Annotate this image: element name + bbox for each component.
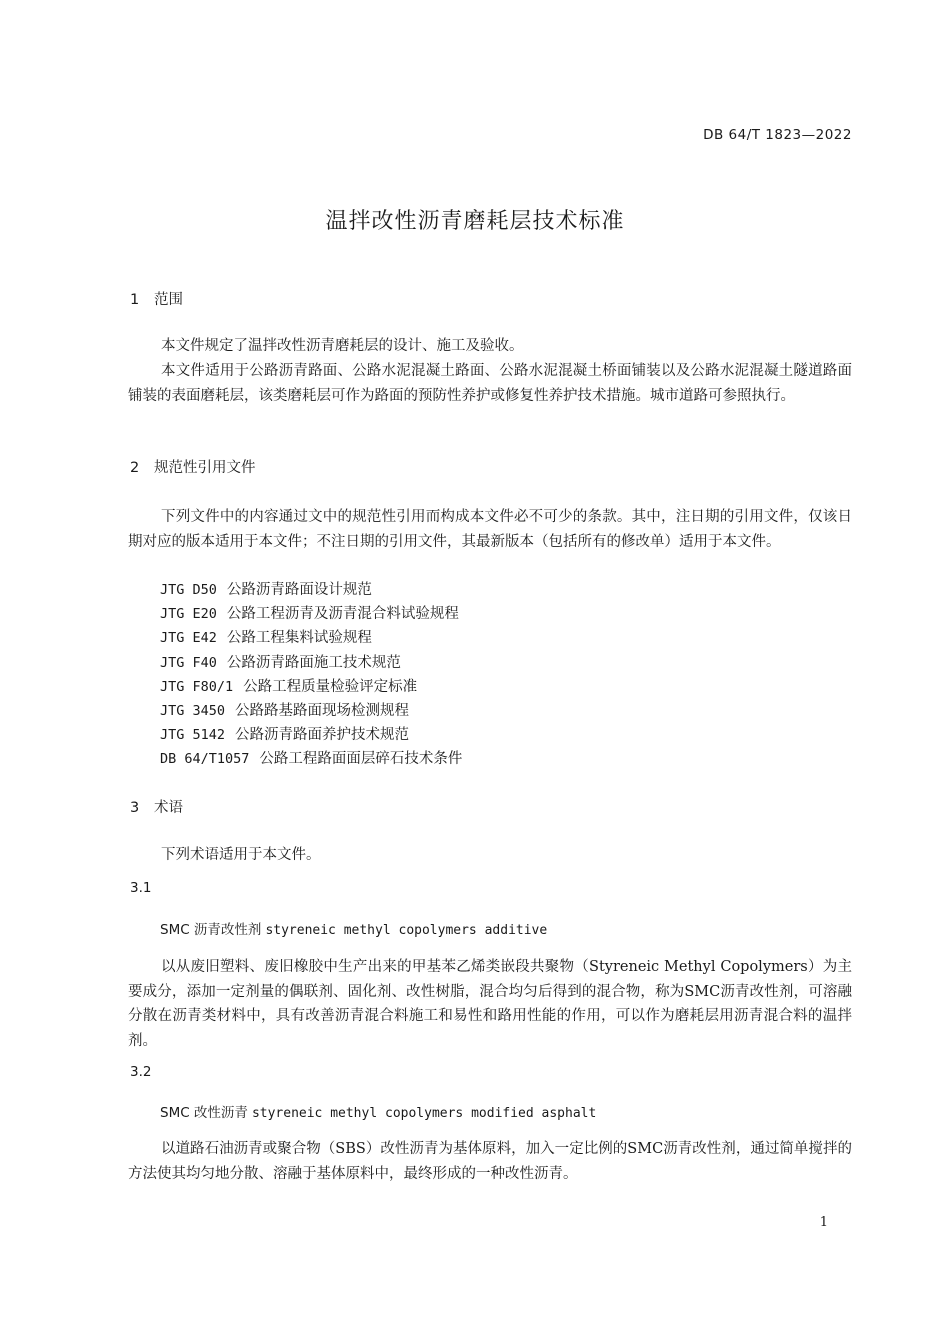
section-title: 术语	[154, 800, 183, 816]
reference-name: 公路工程质量检验评定标准	[243, 679, 418, 695]
term-number: 3.1	[130, 880, 152, 896]
reference-name: 公路沥青路面养护技术规范	[235, 727, 410, 743]
section-number: 2	[130, 460, 140, 476]
reference-item	[160, 747, 462, 768]
reference-item	[160, 723, 409, 744]
reference-code: JTG D50	[160, 582, 217, 598]
reference-name: 公路沥青路面设计规范	[226, 582, 372, 598]
document-title: 温拌改性沥青磨耗层技术标准	[325, 209, 625, 234]
section-2-heading	[130, 456, 256, 477]
term-definition: 以从废旧塑料、废旧橡胶中生产出来的甲基苯乙烯类嵌段共聚物（Styreneic Methyl Copolymers）为主要成分，添加一定剂量的偶联剂、固化剂、改性树脂，混合均匀后得到的混合物，称为SMC沥青改性剂，可溶融分散在沥青类材料中，具有改善沥青混合料施工和易性和路用性能的作用，可以作为磨耗层用沥青混合料的温拌剂。	[128, 959, 852, 1049]
reference-item	[160, 675, 417, 696]
reference-item	[160, 626, 372, 647]
section-number: 3	[130, 800, 140, 816]
reference-code: JTG F80/1	[160, 679, 234, 695]
reference-name: 公路工程集料试验规程	[226, 630, 372, 646]
reference-item	[160, 699, 409, 720]
term-heading	[160, 918, 547, 938]
reference-code: JTG 3450	[160, 703, 226, 719]
document-number: DB 64/T 1823—2022	[703, 127, 852, 143]
section-title: 范围	[154, 292, 183, 308]
reference-code: JTG 5142	[160, 727, 226, 743]
section-1-paragraph-2: 本文件适用于公路沥青路面、公路水泥混凝土路面、公路水泥混凝土桥面铺装以及公路水泥混凝土隧道路面铺装的表面磨耗层，该类磨耗层可作为路面的预防性养护或修复性养护技术措施。城市道路可参照执行。	[128, 363, 852, 404]
section-2-paragraph-1: 下列文件中的内容通过文中的规范性引用而构成本文件必不可少的条款。其中，注日期的引用文件，仅该日期对应的版本适用于本文件；不注日期的引用文件，其最新版本（包括所有的修改单）适用于本文件。	[128, 509, 852, 550]
reference-item	[160, 602, 459, 623]
section-title: 规范性引用文件	[154, 460, 256, 476]
reference-item	[160, 578, 372, 599]
section-number: 1	[130, 292, 140, 308]
reference-code: DB 64/T1057	[160, 751, 250, 767]
reference-name: 公路工程路面面层碎石技术条件	[259, 751, 463, 767]
section-3-paragraph-1: 下列术语适用于本文件。	[161, 847, 321, 863]
term-chinese: SMC 沥青改性剂	[160, 922, 262, 938]
reference-code: JTG F40	[160, 655, 217, 671]
term-heading	[160, 1101, 596, 1121]
reference-name: 公路沥青路面施工技术规范	[226, 655, 401, 671]
term-english: styreneic methyl copolymers additive	[265, 923, 548, 938]
section-1-heading	[130, 288, 183, 309]
reference-code: JTG E20	[160, 606, 217, 622]
term-chinese: SMC 改性沥青	[160, 1105, 248, 1121]
term-english: styreneic methyl copolymers modified asphalt	[251, 1106, 597, 1121]
section-3-heading	[130, 796, 183, 817]
reference-name: 公路工程沥青及沥青混合料试验规程	[226, 606, 459, 622]
reference-name: 公路路基路面现场检测规程	[235, 703, 410, 719]
reference-code: JTG E42	[160, 630, 217, 646]
page-number: 1	[819, 1215, 828, 1230]
term-definition: 以道路石油沥青或聚合物（SBS）改性沥青为基体原料，加入一定比例的SMC沥青改性剂，通过简单搅拌的方法使其均匀地分散、溶融于基体原料中，最终形成的一种改性沥青。	[128, 1141, 852, 1182]
section-1-paragraph-1: 本文件规定了温拌改性沥青磨耗层的设计、施工及验收。	[161, 338, 524, 354]
reference-item	[160, 651, 401, 672]
term-number: 3.2	[130, 1064, 152, 1080]
